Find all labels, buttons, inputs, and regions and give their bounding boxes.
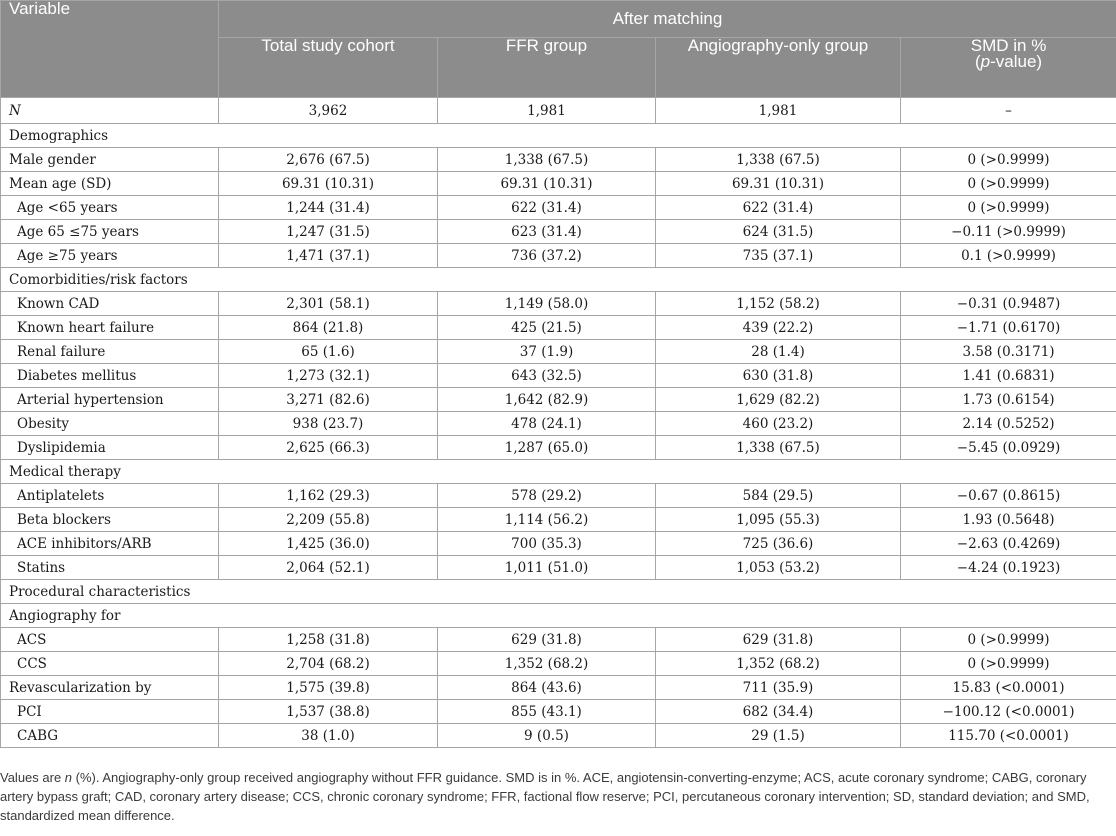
cell-total: 1,471 (37.1) xyxy=(219,244,438,268)
cell-total: 2,209 (55.8) xyxy=(219,508,438,532)
cell-angiography: 622 (31.4) xyxy=(656,196,901,220)
cell-angiography: 460 (23.2) xyxy=(656,412,901,436)
row-label: ACE inhibitors/ARB xyxy=(1,532,219,556)
cell-total: 2,064 (52.1) xyxy=(219,556,438,580)
cell-smd: −0.67 (0.8615) xyxy=(901,484,1116,508)
table-row xyxy=(1,724,1116,748)
cell-smd: 0 (>0.9999) xyxy=(901,652,1116,676)
cell-angiography: 1,352 (68.2) xyxy=(656,652,901,676)
section-row xyxy=(1,460,1116,484)
cell-angiography: 1,152 (58.2) xyxy=(656,292,901,316)
footnote-pre: Values are xyxy=(0,770,65,785)
table-row xyxy=(1,532,1116,556)
table-row xyxy=(1,508,1116,532)
cell-ffr: 69.31 (10.31) xyxy=(438,172,656,196)
cell-smd: – xyxy=(901,98,1116,124)
cell-ffr: 478 (24.1) xyxy=(438,412,656,436)
row-label: Renal failure xyxy=(1,340,219,364)
cell-smd: −1.71 (0.6170) xyxy=(901,316,1116,340)
cell-total: 65 (1.6) xyxy=(219,340,438,364)
cell-ffr: 1,642 (82.9) xyxy=(438,388,656,412)
cell-ffr: 864 (43.6) xyxy=(438,676,656,700)
table-row xyxy=(1,340,1116,364)
cell-smd: −2.63 (0.4269) xyxy=(901,532,1116,556)
header-after-matching: After matching xyxy=(219,1,1116,38)
cell-ffr: 622 (31.4) xyxy=(438,196,656,220)
table-row xyxy=(1,676,1116,700)
cell-total: 938 (23.7) xyxy=(219,412,438,436)
row-label: PCI xyxy=(1,700,219,724)
table-row xyxy=(1,652,1116,676)
table-row xyxy=(1,700,1116,724)
row-label: ACS xyxy=(1,628,219,652)
cell-ffr: 855 (43.1) xyxy=(438,700,656,724)
header-total-cohort: Total study cohort xyxy=(219,38,438,98)
section-row xyxy=(1,580,1116,604)
table-row xyxy=(1,172,1116,196)
cell-total: 3,271 (82.6) xyxy=(219,388,438,412)
row-label: Dyslipidemia xyxy=(1,436,219,460)
table-footnote xyxy=(0,768,1112,825)
row-label: Obesity xyxy=(1,412,219,436)
header-smd-line2-post: -value) xyxy=(990,52,1043,71)
cell-angiography: 1,338 (67.5) xyxy=(656,148,901,172)
cell-angiography: 624 (31.5) xyxy=(656,220,901,244)
row-label: Age <65 years xyxy=(1,196,219,220)
cell-total: 2,625 (66.3) xyxy=(219,436,438,460)
cell-ffr: 1,114 (56.2) xyxy=(438,508,656,532)
cell-total: 69.31 (10.31) xyxy=(219,172,438,196)
row-label: Mean age (SD) xyxy=(1,172,219,196)
row-label: N xyxy=(1,98,219,124)
row-label: Arterial hypertension xyxy=(1,388,219,412)
header-smd-line1: SMD in % xyxy=(970,36,1047,55)
cell-smd: 0 (>0.9999) xyxy=(901,196,1116,220)
cell-total: 1,258 (31.8) xyxy=(219,628,438,652)
section-label: Procedural characteristics xyxy=(1,580,1116,604)
cell-ffr: 1,352 (68.2) xyxy=(438,652,656,676)
header-angiography-group: Angiography-only group xyxy=(656,38,901,98)
table-row xyxy=(1,556,1116,580)
cell-total: 1,273 (32.1) xyxy=(219,364,438,388)
cell-smd: −100.12 (<0.0001) xyxy=(901,700,1116,724)
header-variable: Variable xyxy=(1,1,219,98)
table-row xyxy=(1,196,1116,220)
cell-angiography: 1,053 (53.2) xyxy=(656,556,901,580)
cell-angiography: 584 (29.5) xyxy=(656,484,901,508)
cell-total: 2,676 (67.5) xyxy=(219,148,438,172)
cell-ffr: 9 (0.5) xyxy=(438,724,656,748)
cell-smd: 0 (>0.9999) xyxy=(901,172,1116,196)
row-label: Known heart failure xyxy=(1,316,219,340)
cell-smd: 1.41 (0.6831) xyxy=(901,364,1116,388)
cell-total: 1,247 (31.5) xyxy=(219,220,438,244)
row-label: Revascularization by xyxy=(1,676,219,700)
cell-ffr: 578 (29.2) xyxy=(438,484,656,508)
cell-total: 1,244 (31.4) xyxy=(219,196,438,220)
cell-smd: 0.1 (>0.9999) xyxy=(901,244,1116,268)
cell-smd: 2.14 (0.5252) xyxy=(901,412,1116,436)
cell-smd: 3.58 (0.3171) xyxy=(901,340,1116,364)
cell-smd: −0.31 (0.9487) xyxy=(901,292,1116,316)
row-label: Age 65 ≤75 years xyxy=(1,220,219,244)
cell-ffr: 425 (21.5) xyxy=(438,316,656,340)
table-row xyxy=(1,388,1116,412)
section-label: Medical therapy xyxy=(1,460,1116,484)
table-row xyxy=(1,148,1116,172)
table-row xyxy=(1,484,1116,508)
header-smd xyxy=(901,38,1116,98)
cell-angiography: 1,981 xyxy=(656,98,901,124)
cell-ffr: 700 (35.3) xyxy=(438,532,656,556)
cell-smd: 115.70 (<0.0001) xyxy=(901,724,1116,748)
cell-ffr: 1,287 (65.0) xyxy=(438,436,656,460)
cell-ffr: 1,149 (58.0) xyxy=(438,292,656,316)
cell-angiography: 682 (34.4) xyxy=(656,700,901,724)
cell-total: 864 (21.8) xyxy=(219,316,438,340)
cell-angiography: 28 (1.4) xyxy=(656,340,901,364)
cell-angiography: 439 (22.2) xyxy=(656,316,901,340)
cell-angiography: 630 (31.8) xyxy=(656,364,901,388)
cell-smd: 0 (>0.9999) xyxy=(901,628,1116,652)
section-label: Angiography for xyxy=(1,604,1116,628)
table-row xyxy=(1,292,1116,316)
row-label: Statins xyxy=(1,556,219,580)
header-ffr-group: FFR group xyxy=(438,38,656,98)
row-label: Diabetes mellitus xyxy=(1,364,219,388)
row-label: Antiplatelets xyxy=(1,484,219,508)
header-smd-line2-pre: ( xyxy=(974,52,981,71)
table-body xyxy=(1,98,1116,748)
row-label: Male gender xyxy=(1,148,219,172)
cell-ffr: 643 (32.5) xyxy=(438,364,656,388)
footnote-text: (%). Angiography-only group received angiography without FFR guidance. SMD is in %. ACE, angiotensin-converting-enzyme; ACS, acute coronary syndrome; CABG, coronary artery bypass graft; CAD, coronary artery disease; CCS, chronic coronary syndrome; FFR, factional flow reserve; PCI, percutaneous coronary intervention; SD, standard deviation; and SMD, standardized mean difference. xyxy=(0,770,1090,823)
cell-smd: 15.83 (<0.0001) xyxy=(901,676,1116,700)
cell-ffr: 629 (31.8) xyxy=(438,628,656,652)
cell-ffr: 37 (1.9) xyxy=(438,340,656,364)
cell-ffr: 1,338 (67.5) xyxy=(438,148,656,172)
cell-angiography: 69.31 (10.31) xyxy=(656,172,901,196)
table-row xyxy=(1,316,1116,340)
cell-angiography: 1,095 (55.3) xyxy=(656,508,901,532)
cell-total: 3,962 xyxy=(219,98,438,124)
cell-smd: −4.24 (0.1923) xyxy=(901,556,1116,580)
table-row xyxy=(1,98,1116,124)
section-row xyxy=(1,124,1116,148)
table-row xyxy=(1,364,1116,388)
cell-ffr: 1,981 xyxy=(438,98,656,124)
table-row xyxy=(1,412,1116,436)
cell-total: 1,162 (29.3) xyxy=(219,484,438,508)
section-row xyxy=(1,604,1116,628)
table-row xyxy=(1,220,1116,244)
footnote-n: n xyxy=(64,770,73,785)
cell-smd: 0 (>0.9999) xyxy=(901,148,1116,172)
cell-smd: −5.45 (0.0929) xyxy=(901,436,1116,460)
row-label: CABG xyxy=(1,724,219,748)
table-row xyxy=(1,628,1116,652)
cell-angiography: 735 (37.1) xyxy=(656,244,901,268)
cell-ffr: 623 (31.4) xyxy=(438,220,656,244)
cell-smd: 1.93 (0.5648) xyxy=(901,508,1116,532)
section-label: Comorbidities/risk factors xyxy=(1,268,1116,292)
cell-total: 1,425 (36.0) xyxy=(219,532,438,556)
row-label: Age ≥75 years xyxy=(1,244,219,268)
cell-total: 2,301 (58.1) xyxy=(219,292,438,316)
cell-angiography: 711 (35.9) xyxy=(656,676,901,700)
cell-angiography: 629 (31.8) xyxy=(656,628,901,652)
row-label: Beta blockers xyxy=(1,508,219,532)
cell-angiography: 29 (1.5) xyxy=(656,724,901,748)
table-row xyxy=(1,436,1116,460)
section-row xyxy=(1,268,1116,292)
cell-total: 1,537 (38.8) xyxy=(219,700,438,724)
cell-angiography: 1,629 (82.2) xyxy=(656,388,901,412)
cell-total: 1,575 (39.8) xyxy=(219,676,438,700)
cell-ffr: 736 (37.2) xyxy=(438,244,656,268)
table-row xyxy=(1,244,1116,268)
header-smd-p: p xyxy=(980,52,991,71)
cell-smd: 1.73 (0.6154) xyxy=(901,388,1116,412)
cell-total: 2,704 (68.2) xyxy=(219,652,438,676)
cell-angiography: 1,338 (67.5) xyxy=(656,436,901,460)
cell-smd: −0.11 (>0.9999) xyxy=(901,220,1116,244)
row-label: CCS xyxy=(1,652,219,676)
row-label: Known CAD xyxy=(1,292,219,316)
cell-ffr: 1,011 (51.0) xyxy=(438,556,656,580)
cell-total: 38 (1.0) xyxy=(219,724,438,748)
section-label: Demographics xyxy=(1,124,1116,148)
cell-angiography: 725 (36.6) xyxy=(656,532,901,556)
